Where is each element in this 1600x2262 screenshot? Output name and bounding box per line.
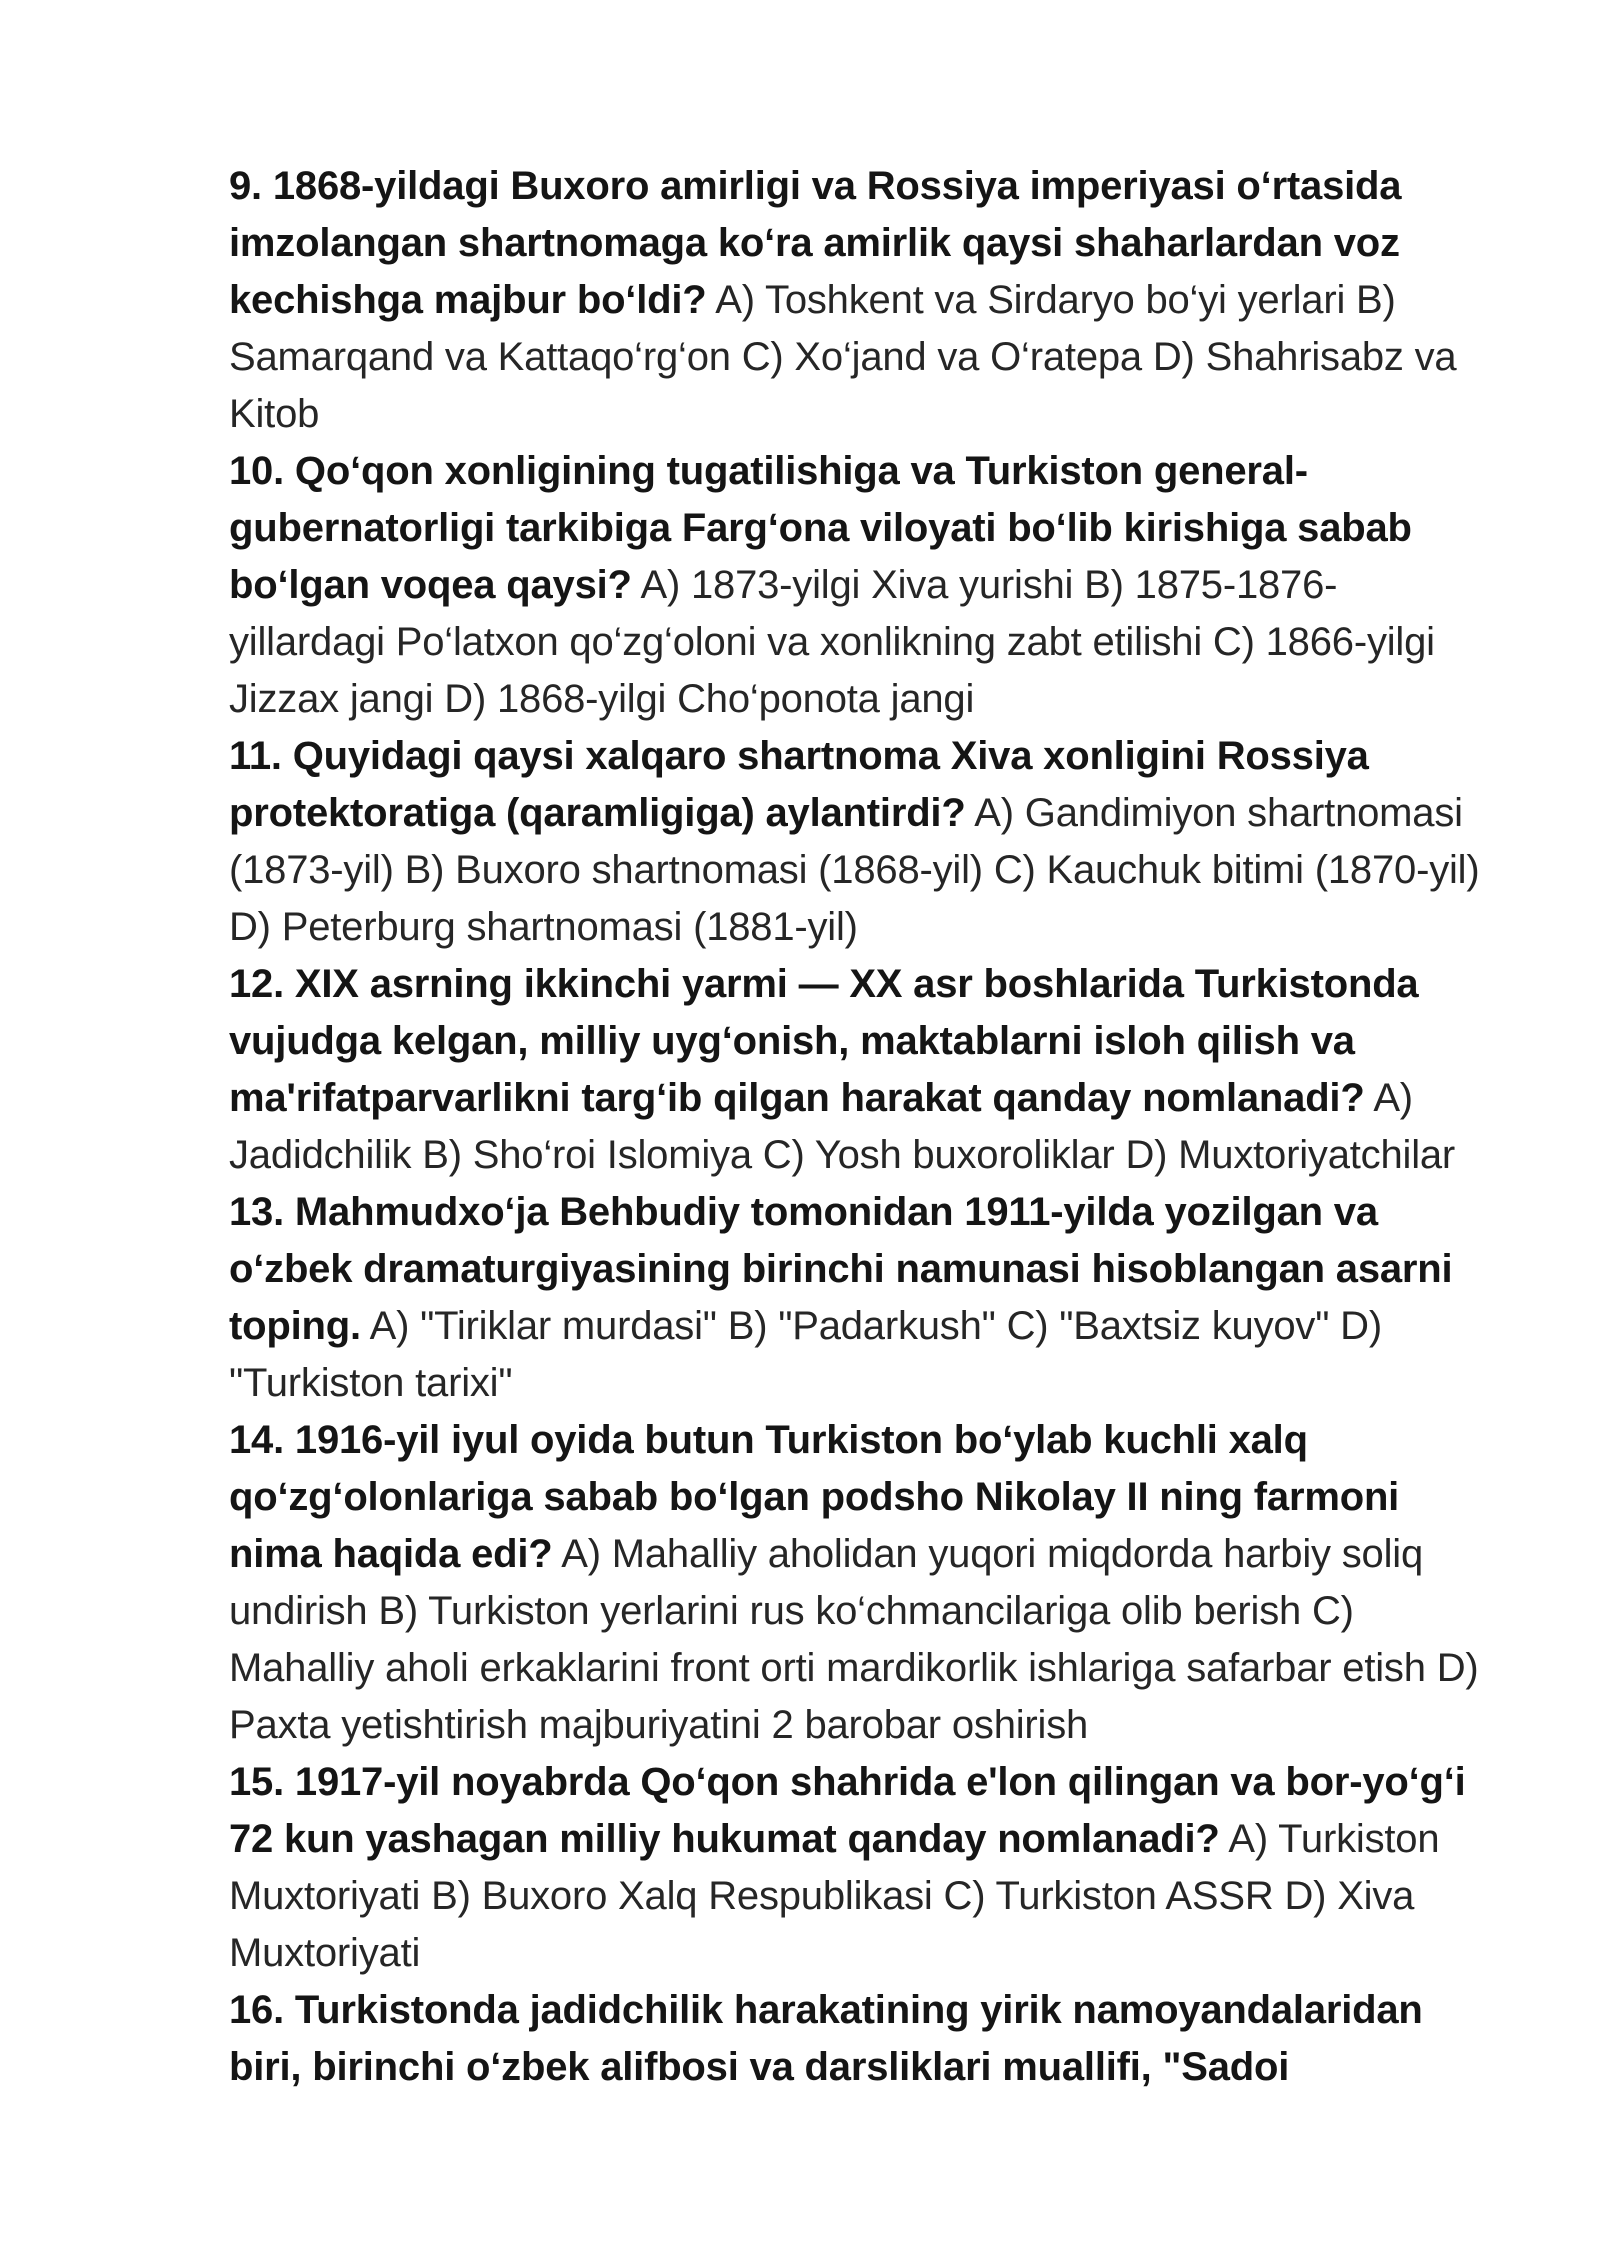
question-14 — [229, 1412, 1489, 1754]
question-text: 12. XIX asrning ikkinchi yarmi — XX asr boshlarida Turkistonda vujudga kelgan, milliy uyg‘onish, maktablarni isloh qilish va ma'rifatparvarlikni targ‘ib qilgan harakat qanday nomlanadi? — [229, 962, 1419, 1120]
question-options: A) Jadidchilik B) Sho‘roi Islomiya C) Yosh buxoroliklar D) Muxtoriyatchilar — [229, 1076, 1456, 1177]
question-options: A) Gandimiyon shartnomasi (1873-yil) B) Buxoro shartnomasi (1868-yil) C) Kauchuk bitimi (1870-yil) D) Peterburg shartnomasi (1881-yil) — [229, 791, 1480, 949]
question-10 — [229, 443, 1489, 728]
question-13 — [229, 1184, 1489, 1412]
question-text: 13. Mahmudxo‘ja Behbudiy tomonidan 1911-yilda yozilgan va o‘zbek dramaturgiyasining birinchi namunasi hisoblangan asarni toping. — [229, 1190, 1453, 1348]
question-text: 15. 1917-yil noyabrda Qo‘qon shahrida e'lon qilingan va bor-yo‘g‘i 72 kun yashagan milliy hukumat qanday nomlanadi? — [229, 1760, 1466, 1861]
question-12 — [229, 956, 1489, 1184]
question-options: A) 1873-yilgi Xiva yurishi B) 1875-1876-yillardagi Po‘latxon qo‘zg‘oloni va xonlikning zabt etilishi C) 1866-yilgi Jizzax jangi D) 1868-yilgi Cho‘ponota jangi — [229, 563, 1435, 721]
question-9 — [229, 158, 1489, 443]
document-page — [229, 158, 1489, 2096]
question-options: A) Mahalliy aholidan yuqori miqdorda harbiy soliq undirish B) Turkiston yerlarini rus ko‘chmancilariga olib berish C) Mahalliy aholi erkaklarini front orti mardikorlik ishlariga safarbar etish D) Paxta yetishtirish majburiyatini 2 barobar oshirish — [229, 1532, 1479, 1747]
question-text: 14. 1916-yil iyul oyida butun Turkiston bo‘ylab kuchli xalq qo‘zg‘olonlariga sabab bo‘lgan podsho Nikolay II ning farmoni nima haqida edi? — [229, 1418, 1400, 1576]
question-text: 16. Turkistonda jadidchilik harakatining yirik namoyandalaridan biri, birinchi o‘zbek alifbosi va darsliklari muallifi, "Sadoi — [229, 1988, 1423, 2089]
question-options: A) Toshkent va Sirdaryo bo‘yi yerlari B) Samarqand va Kattaqo‘rg‘on C) Xo‘jand va O‘ratepa D) Shahrisabz va Kitob — [229, 278, 1457, 436]
question-15 — [229, 1754, 1489, 1982]
question-options: A) "Tiriklar murdasi" B) "Padarkush" C) "Baxtsiz kuyov" D) "Turkiston tarixi" — [229, 1304, 1382, 1405]
question-options: A) Turkiston Muxtoriyati B) Buxoro Xalq Respublikasi C) Turkiston ASSR D) Xiva Muxtoriyati — [229, 1817, 1440, 1975]
question-text: 9. 1868-yildagi Buxoro amirligi va Rossiya imperiyasi o‘rtasida imzolangan shartnomaga ko‘ra amirlik qaysi shaharlardan voz kechishga majbur bo‘ldi? — [229, 164, 1402, 322]
question-11 — [229, 728, 1489, 956]
question-text: 11. Quyidagi qaysi xalqaro shartnoma Xiva xonligini Rossiya protektoratiga (qaramligiga) aylantirdi? — [229, 734, 1369, 835]
question-16 — [229, 1982, 1489, 2096]
question-text: 10. Qo‘qon xonligining tugatilishiga va Turkiston general-gubernatorligi tarkibiga Farg‘ona viloyati bo‘lib kirishiga sabab bo‘lgan voqea qaysi? — [229, 449, 1412, 607]
